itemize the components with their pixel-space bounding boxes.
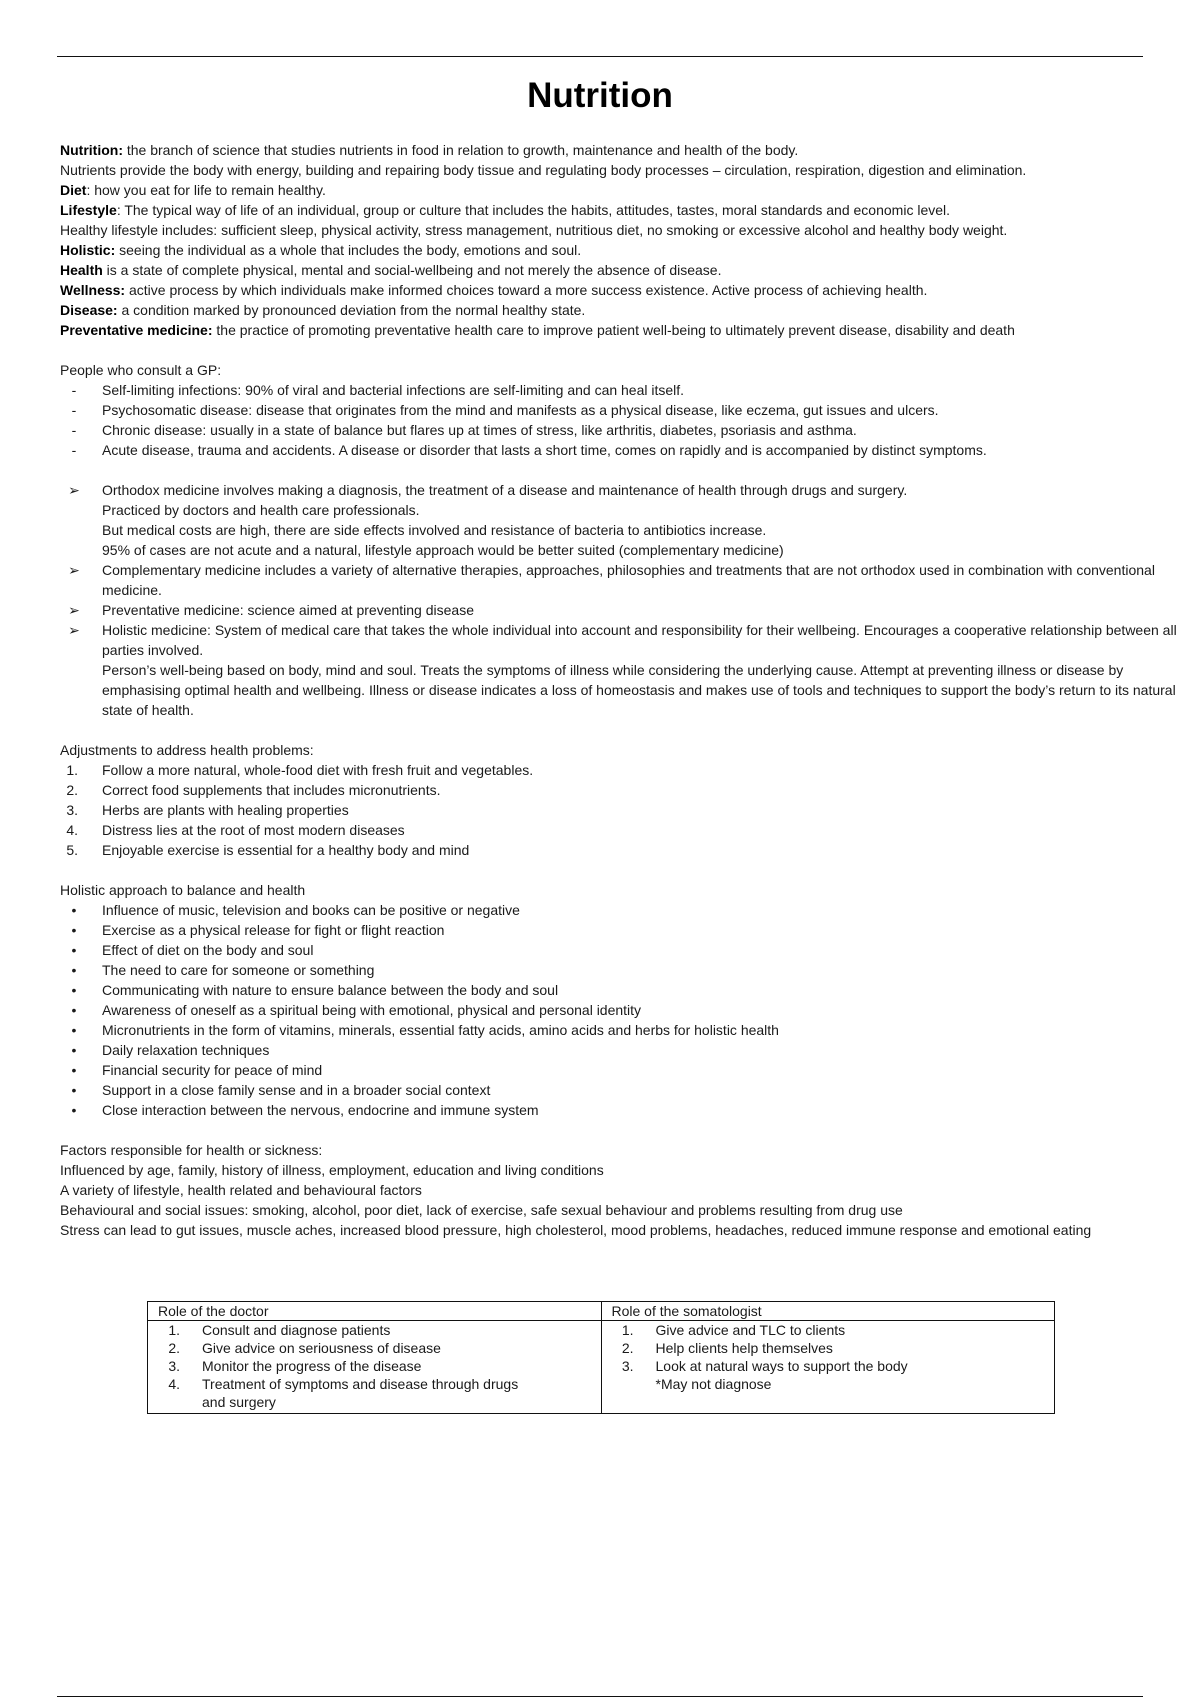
table-row — [148, 1321, 1055, 1414]
document-body — [60, 140, 1180, 1240]
page-title: Nutrition — [527, 76, 673, 115]
list-item: 1. Follow a more natural, whole-food diet with fresh fruit and vegetables. — [66, 762, 534, 778]
doctor-roles-cell — [148, 1321, 602, 1414]
dash-marker: - — [71, 422, 77, 438]
definition-line: Disease: a condition marked by pronounced deviation from the normal healthy state. — [60, 302, 586, 318]
list-item: 1. Consult and diagnose patients — [168, 1322, 391, 1338]
factor-line: A variety of lifestyle, health related and behavioural factors — [60, 1182, 422, 1198]
bullet-icon: • — [71, 1102, 77, 1118]
list-item: • Exercise as a physical release for fight or flight reaction — [60, 920, 1180, 940]
holistic-list — [60, 900, 1180, 1120]
factor-line: Behavioural and social issues: smoking, alcohol, poor diet, lack of exercise, safe sexual behaviour and problems resulting from drug use — [60, 1202, 903, 1218]
list-item: - Self-limiting infections: 90% of viral and bacterial infections are self-limiting and can heal itself. — [60, 380, 1180, 400]
factor-line: Influenced by age, family, history of illness, employment, education and living conditions — [60, 1162, 604, 1178]
definition-line: Nutrients provide the body with energy, building and repairing body tissue and regulating body processes – circulation, respiration, digestion and elimination. — [60, 162, 1027, 178]
bullet-icon: • — [71, 1062, 77, 1078]
list-item: • Awareness of oneself as a spiritual being with emotional, physical and personal identity — [60, 1000, 1180, 1020]
list-item: 3. Monitor the progress of the disease — [168, 1358, 422, 1374]
list-item: - Acute disease, trauma and accidents. A disease or disorder that lasts a short time, comes on rapidly and is accompanied by distinct symptoms. — [60, 440, 1180, 460]
dash-marker: - — [71, 402, 77, 418]
somatologist-column-header: Role of the somatologist — [601, 1302, 1055, 1321]
definition-line: Diet: how you eat for life to remain healthy. — [60, 182, 326, 198]
note-text: *May not diagnose — [655, 1376, 772, 1392]
table-header-row — [148, 1302, 1055, 1321]
gp-list — [60, 380, 1180, 460]
definition-line: Healthy lifestyle includes: sufficient sleep, physical activity, stress management, nutritious diet, no smoking or excessive alcohol and healthy body weight. — [60, 222, 1008, 238]
definition-line: Nutrition: the branch of science that studies nutrients in food in relation to growth, maintenance and health of the body. — [60, 142, 799, 158]
list-item: • Effect of diet on the body and soul — [60, 940, 1180, 960]
list-item: ➢ Preventative medicine: science aimed at preventing disease — [60, 600, 1180, 620]
list-item: • Micronutrients in the form of vitamins, minerals, essential fatty acids, amino acids and herbs for holistic health — [60, 1020, 1180, 1040]
list-item: 1. Give advice and TLC to clients — [621, 1322, 846, 1338]
top-rule — [57, 56, 1143, 57]
bullet-icon: • — [71, 922, 77, 938]
arrow-bullet-icon: ➢ — [68, 482, 80, 498]
definition-line: Health is a state of complete physical, mental and social-wellbeing and not merely the absence of disease. — [60, 262, 722, 278]
bottom-rule — [57, 1696, 1143, 1697]
list-item: • Communicating with nature to ensure balance between the body and soul — [60, 980, 1180, 1000]
arrow-bullet-icon: ➢ — [68, 622, 80, 638]
list-item: 4. Treatment of symptoms and disease through drugs and surgery — [168, 1376, 519, 1410]
list-item: 5. Enjoyable exercise is essential for a healthy body and mind — [66, 842, 470, 858]
medicine-types-list — [60, 480, 1180, 720]
factor-line: Stress can lead to gut issues, muscle aches, increased blood pressure, high cholesterol, mood problems, headaches, reduced immune response and emotional eating — [60, 1222, 1092, 1238]
list-item: ➢ Holistic medicine: System of medical care that takes the whole individual into account and responsibility for their wellbeing. Encourages a cooperative relationship between all parties involved. — [60, 620, 1180, 660]
gp-heading: People who consult a GP: — [60, 362, 222, 378]
bullet-icon: • — [71, 1002, 77, 1018]
continuation-line: 95% of cases are not acute and a natural, lifestyle approach would be better suited (complementary medicine) — [102, 542, 784, 558]
bullet-icon: • — [71, 962, 77, 978]
list-item: 3. Look at natural ways to support the body — [621, 1358, 908, 1374]
somatologist-roles-cell — [601, 1321, 1055, 1414]
list-item: 4. Distress lies at the root of most modern diseases — [66, 822, 405, 838]
arrow-bullet-icon: ➢ — [68, 562, 80, 578]
list-item: 2. Correct food supplements that includes micronutrients. — [66, 782, 441, 798]
list-item: 3. Herbs are plants with healing properties — [66, 802, 349, 818]
list-item: ➢ Orthodox medicine involves making a diagnosis, the treatment of a disease and maintenance of health through drugs and surgery. — [60, 480, 1180, 500]
list-item: • The need to care for someone or something — [60, 960, 1180, 980]
roles-table — [147, 1301, 1055, 1414]
dash-marker: - — [71, 382, 77, 398]
definitions — [60, 140, 1180, 340]
bullet-icon: • — [71, 982, 77, 998]
doctor-column-header: Role of the doctor — [148, 1302, 602, 1321]
list-item: 2. Give advice on seriousness of disease — [168, 1340, 441, 1356]
list-item: • Support in a close family sense and in a broader social context — [60, 1080, 1180, 1100]
continuation-line: But medical costs are high, there are side effects involved and resistance of bacteria to antibiotics increase. — [102, 522, 767, 538]
definition-line: Preventative medicine: the practice of promoting preventative health care to improve patient well-being to ultimately prevent disease, disability and death — [60, 322, 1015, 338]
bullet-icon: • — [71, 942, 77, 958]
adjustments-heading: Adjustments to address health problems: — [60, 742, 314, 758]
list-item: • Influence of music, television and books can be positive or negative — [60, 900, 1180, 920]
list-item: - Chronic disease: usually in a state of balance but flares up at times of stress, like arthritis, diabetes, psoriasis and asthma. — [60, 420, 1180, 440]
definition-line: Wellness: active process by which individuals make informed choices toward a more success existence. Active process of achieving health. — [60, 282, 928, 298]
bullet-icon: • — [71, 1022, 77, 1038]
list-item: - Psychosomatic disease: disease that originates from the mind and manifests as a physical disease, like eczema, gut issues and ulcers. — [60, 400, 1180, 420]
definition-line: Lifestyle: The typical way of life of an individual, group or culture that includes the habits, attitudes, tastes, moral standards and economic level. — [60, 202, 951, 218]
definition-line: Holistic: seeing the individual as a whole that includes the body, emotions and soul. — [60, 242, 582, 258]
continuation-line: Practiced by doctors and health care professionals. — [102, 502, 420, 518]
list-item: ➢ Complementary medicine includes a variety of alternative therapies, approaches, philosophies and treatments that are not orthodox used in combination with conventional medicine. — [60, 560, 1180, 600]
arrow-bullet-icon: ➢ — [68, 602, 80, 618]
list-item: • Financial security for peace of mind — [60, 1060, 1180, 1080]
dash-marker: - — [71, 442, 77, 458]
bullet-icon: • — [71, 902, 77, 918]
list-item: • Daily relaxation techniques — [60, 1040, 1180, 1060]
continuation-line: Person’s well-being based on body, mind and soul. Treats the symptoms of illness while considering the underlying cause. Attempt at preventing illness or disease by emphasising optimal health and wellbeing. Illness or disease indicates a loss of homeostasis and makes use of tools and techniques to support the body’s return to its natural state of health. — [102, 662, 1176, 718]
list-item: 2. Help clients help themselves — [621, 1340, 833, 1356]
bullet-icon: • — [71, 1082, 77, 1098]
bullet-icon: • — [71, 1042, 77, 1058]
adjustments-list — [60, 760, 1180, 860]
list-item: • Close interaction between the nervous, endocrine and immune system — [60, 1100, 1180, 1120]
holistic-heading: Holistic approach to balance and health — [60, 882, 306, 898]
factors-heading: Factors responsible for health or sickness: — [60, 1142, 323, 1158]
